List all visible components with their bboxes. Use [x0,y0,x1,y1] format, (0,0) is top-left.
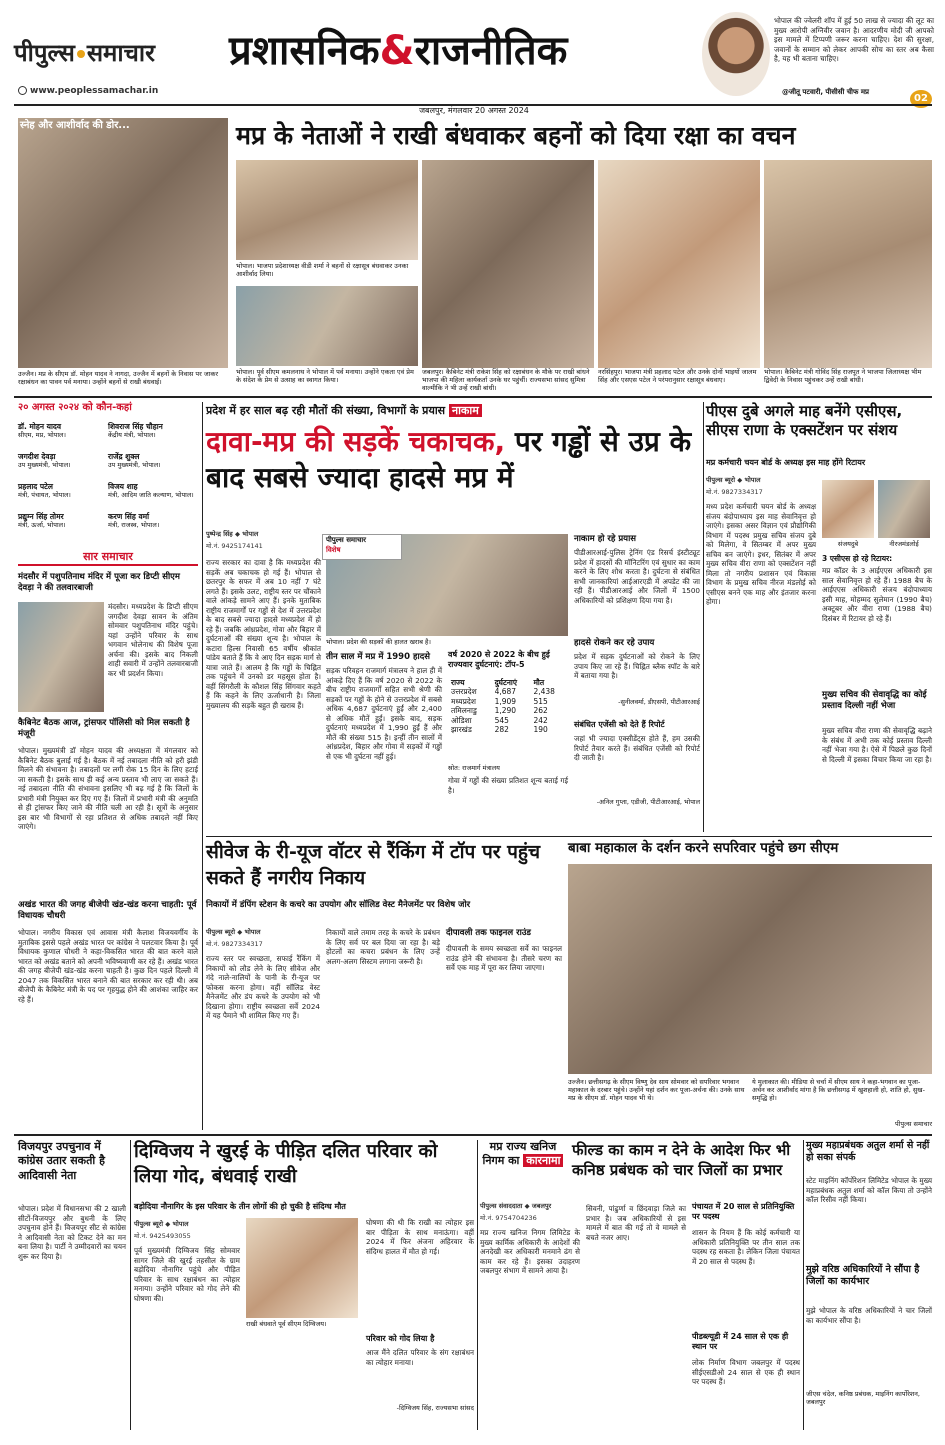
entry-detail: सीएम, मप्र, भोपाल। [18,431,66,440]
digvijay-sub2: परिवार को गोद लिया है [366,1334,435,1343]
roads-right-body2: प्रदेश में सड़क दुर्घटनाओं को रोकने के लिए उपाय किए जा रहे हैं। चिह्नित ब्लैक स्पॉट के बारे में बताया गया है। [574,652,700,680]
entry-8 [108,512,196,542]
digvijay-photo [246,1218,358,1318]
water-subhead: निकायों में डंपिंग स्टेशन के कचरे का उपयोग और सॉलिड वेस्ट मैनेजमेंट पर विशेष जोर [206,900,471,910]
khanij-sub-right2: पीडब्ल्यूडी में 24 साल से एक ही स्थान पर [692,1332,789,1351]
roads-right-body: पीडीआरआई-पुलिस ट्रेनिंग एंड रिसर्च इंस्टीट्यूट प्रदेश में हादसों की मॉनिटरिंग एवं सुधार का काम करने के लिए शोध करता है। दुर्घटना से संबंधित सभी जानकारियां आईआरएडी में अपडेट की जा रही हैं। पीडीआरआई और जिलों में 1500 अधिकारियों को प्रशिक्षण दिया गया है। [574,548,700,605]
rakhi-photo-3 [236,286,418,366]
digvijay-subhead: बड़ोदिया नौनागिर के इस परिवार के तीन लोगों की हो चुकी है संदिग्ध मौत [134,1202,346,1211]
mahaprabandhak-quote-author: जीएस चंदेल, कनिष्ठ प्रबंधक, माइनिंग कार्पोरेशन, जबलपुर [806,1390,920,1407]
dubey-byline: पीपुल्स ब्यूरो ◆ भोपाल [706,476,761,484]
digvijay-headline: दिग्विजय ने खुरई के पीड़ित दलित परिवार को लिया गोद, बंधवाई राखी [134,1141,438,1187]
entry-detail: उप मुख्यमंत्री, भोपाल। [18,461,71,470]
portrait-caption-1: संजयदुबे [837,540,859,548]
section-title-amp: & [379,28,415,74]
koun-kahan [18,402,196,544]
sar-item-1-photo [18,602,104,712]
mahaprabandhak-sub: मुझे वरिष्ठ अधिकारियों ने सौंपा है जिलों का कार्यभार [806,1264,920,1287]
quote-photo [702,12,770,96]
entry-6 [108,482,196,512]
divider-3 [14,1134,932,1136]
roads-kicker-text: प्रदेश में हर साल बढ़ रही मौतों की संख्या, विभागों के प्रयास [206,404,446,417]
section-title-b: राजनीतिक [414,28,568,74]
water-body3: दीपावली के समय स्वच्छता सर्वे का फाइनल राउंड होने की संभावना है। तीसरे चरण का सर्वे एक माह में पूरा कर लिया जाएगा। [446,944,562,972]
website-link[interactable]: www.peoplessamachar.in [30,86,159,96]
sar-item-3-body: भोपाल। नगरीय विकास एवं आवास मंत्री कैलाश विजयवर्गीय के मुताबिक इससे पहले अखंड भारत पर कांग्रेस ने पलटवार किया है। पूर्व विधायक कुणाल चौधरी ने कहा-विकसित भारत की बात करने वाले भारत को अखंड बताने को अपनी भविष्यवाणी कर रहे हैं। अखंड भारत की जगह बीजेपी खंड-खंड करना चाहती है। कुछ दिन पहले दिल्ली में 2047 तक विकसित भारत बनाने की बात सरकार कर रही थी। अब बीजेपी के कैबिनेट मंत्री के पद पर गृहयुद्ध होने की आशंका जाहिर कर रहे हैं। [18,928,199,1004]
digvijay-byline: पीपुल्स ब्यूरो ◆ भोपाल [134,1220,189,1228]
entry-name: राजेंद्र शुक्ल [108,452,140,461]
digvijay-body2: घोषणा की थी कि राखी का त्योहार इस बार पीड़िता के साथ मनाऊंगा। वहीं 2024 में फिर अंजना अहिरवार के संदिग्ध हालत में मौत हो गई। [366,1218,474,1256]
divider-2 [206,836,932,837]
rakhi-caption-3: भोपाल। पूर्व सीएम कमलनाथ ने भोपाल में पर्व मनाया। उन्होंने एकता एवं प्रेम के संदेश के प्रेम से उत्साह का स्वागत किया। [236,368,414,385]
mahaprabandhak-headline: मुख्य महाप्रबंधक अतुल शर्मा से नहीं हो सका संपर्क [806,1140,930,1163]
sar-item-2-head: कैबिनेट बैठक आज, ट्रांसफर पॉलिसी को मिल सकती है मंजूरी [18,718,190,739]
digvijay-quote: आज मैंने दलित परिवार के संग रक्षाबंधन का त्योहार मनाया। [366,1348,474,1367]
roads-right-head2: हादसे रोकने कर रहे उपाय [574,638,655,648]
table-row: ओडिशा 545 242 [451,715,548,725]
roads-photo-caption: भोपाल। प्रदेश की सड़कों की हालत खराब है। [326,638,431,646]
bijaypur-body: भोपाल। प्रदेश में विधानसभा की 2 खाली सीटों-विजयपुर और बुधनी के लिए उपचुनाव होने हैं। विजयपुर सीट से कांग्रेस ने आदिवासी नेता को टिकट देने का मन बना लिया है। पार्टी ने उम्मीदवारों का चयन शुरू कर दिया है। [18,1204,126,1261]
brand-left: पीपुल्स [14,39,75,67]
roads-stats-body: सड़क परिवहन राजमार्ग मंत्रालय ने हाल ही में आंकड़े दिए हैं कि वर्ष 2020 से 2022 के बीच राष्ट्रीय राजमार्गों सहित सभी श्रेणी की सड़कों पर गड्ढों के होने से उत्तरप्रदेश में सबसे अधिक 4,687 दुर्घटनाएं हुईं और 2,400 से अधिक मौतें हुईं। इसके बाद, सड़क दुर्घटनाएं मध्यप्रदेश में 1,990 हुईं हैं और मौतें की संख्या 515 है। इन्हीं तीन सालों में आंध्रप्रदेश, बिहार और गोवा में सड़कों में गड्ढों से एक भी दुर्घटना नहीं हुई। [326,666,442,761]
roads-stats-head: तीन साल में मप्र में 1990 हादसे [326,652,430,662]
khanij-body3: शासन के नियम हैं कि कोई कर्मचारी या अधिकारी प्रतिनियुक्ति पर तीन साल तक पदस्थ रह सकता है। लेकिन जिला पंचायत में 20 साल से पदस्थ हैं। [692,1228,800,1266]
entry-name: जगदीश देवड़ा [18,452,56,461]
entry-5 [18,482,106,512]
khanij-body: मप्र राज्य खनिज निगम लिमिटेड के मुख्य कार्मिक अधिकारी के आदेशों की अनदेखी कर अधिकारी मनमाने ढंग से काम कर रहे हैं। इसका उदाहरण जबलपुर संभाग में सामने आया है। [480,1228,580,1275]
entry-detail: केंद्रीय मंत्री, भोपाल। [108,431,156,440]
mahaprabandhak-body2: मुझे भोपाल के वरिष्ठ अधिकारियों ने चार जिलों का कार्यभार सौंपा है। [806,1306,932,1325]
dateline: जबलपुर, मंगलवार 20 अगस्त 2024 [374,106,574,117]
table-row: उत्तरप्रदेश 4,687 2,438 [451,687,555,697]
digvijay-quote-author: -दिग्विजय सिंह, राज्यसभा सांसद [396,1404,474,1412]
water-body2: निकायों वाले तमाम तरह के कचरे के प्रबंधन के लिए सर्व पर बल दिया जा रहा है। बड़े होटलों का कचरा प्रबंधन के लिए उन्हें अलग-अलग सिस्टम लगाना जरूरी है। [326,928,440,966]
baba-headline: बाबा महाकाल के दर्शन करने सपरिवार पहुंचे छग सीएम [568,840,839,856]
roads-quote-author-2: -अनिल गुप्ता, एडीजी, पीटीआरआई, भोपाल [596,798,700,806]
portrait-dubey [822,480,874,538]
roads-special-badge [322,534,402,560]
bijaypur-story [18,1140,126,1430]
khanij-body2: सिवनी, पांढुर्णा व छिंदवाड़ा जिले का प्रभार है। जब अधिकारियों से इस मामले में बात की गई तो वे मामले से बचते नजर आए। [586,1204,686,1242]
rakhi-caption-1: उज्जैन। मप्र के सीएम डॉ. मोहन यादव ने नागदा, उज्जैन में बहनों के निवास पर जाकर रक्षाबंधन का पावन पर्व मनाया। उन्होंने बहनों से राखी बंधवाई। [18,370,218,387]
roads-right-head3: संबंधित एजेंसी को देते हैं रिपोर्ट [574,720,665,729]
brand-mini: पीपुल्स समाचार [326,536,367,544]
water-byline: पीपुल्स ब्यूरो ◆ भोपाल [206,928,261,936]
entry-7 [18,512,106,542]
section-title [229,26,699,86]
table-row: झारखंड 282 190 [451,724,548,734]
table-row: तमिलनाडु 1,290 262 [451,706,548,716]
entry-name: प्रद्युम्न सिंह तोमर [18,512,64,521]
baba-credit: पीपुल्स समाचार [895,1120,932,1128]
roads-headline [206,424,700,524]
khanij-headline: फील्ड का काम न देने के आदेश फिर भी कनिष्ठ प्रबंधक को चार जिलों का प्रभार [572,1141,791,1180]
sar-item-3-head: अखंड भारत की जगह बीजेपी खंड-खंड करना चाहती: पूर्व विधायक चौधरी [18,900,197,921]
rakhi-caption-5: नरसिंहपुर। भाजपा मंत्री प्रहलाद पटेल और उनके दोनों भाइयों जालम सिंह और एसएस पटेल ने परंपरानुसार रक्षासूत्र बंधवाए। [598,368,757,385]
entry-detail: मंत्री, राजस्व, भोपाल। [108,521,160,530]
quote-author: @जीतू पटवारी, पीसीसी चीफ मप्र [782,88,869,96]
roads-mobile: मो.नं. 9425174141 [206,542,263,550]
water-body: राज्य स्तर पर स्वच्छता, सफाई रैंकिंग में निकायों को लौड लेने के लिए सीवेज और गंदे नाले-नालियों के पानी के री-यूज पर फोकस करना होगा। वहीं सॉलिड वेस्ट मैनेजमेंट और डंप कचरे के उपयोग को भी दिखाना होगा। राष्ट्रीय स्वच्छता सर्वे 2024 में यह पैमाने भी शामिल किए गए हैं। [206,954,320,1020]
koun-kahan-list [18,422,196,544]
dubey-note-head: 3 एसीएस हो रहे रिटायर: [822,554,893,563]
rakhi-section [14,118,932,393]
website-row[interactable] [18,86,228,100]
table-header: राज्य दुर्घटनाएं मौत [451,678,545,687]
sar-item-2-body: भोपाल। मुख्यमंत्री डॉ मोहन यादव की अध्यक्षता में मंगलवार को कैबिनेट बैठक बुलाई गई है। बैठक में नई तबादला नीति को हरी झंडी मिलने की संभावना है। तबादलों पर लगी रोक 15 दिन के लिए हटाई जा सकती है। इसके साथ ही कई अन्य प्रस्ताव भी लाए जा सकते हैं। नई तबादला नीति की संभावना इसलिए भी बढ़ गई है कि जिलों के प्रभारी मंत्री नियुक्त कर दिए गए हैं। जिलों में प्रभारी मंत्री की अनुमति से ही ट्रांसफर किए जाने की नीति चली आ रही है। सूत्रों के अनुसार इस बार भी विभागों से रहा प्रतिशत से अधिक तबादले नहीं किए जाएंगे। [18,746,198,831]
roads-headline-red: दावा-मप्र की सड़कें चकाचक, [206,425,506,458]
rakhi-photo-4 [422,160,594,368]
entry-detail: मंत्री, पंचायत, भोपाल। [18,491,71,500]
masthead [14,12,932,112]
entry-detail: मंत्री, आदिम जाति कल्याण, भोपाल। [108,491,194,500]
brand-right: समाचार [86,39,155,67]
digvijay-story [134,1140,474,1430]
entry-name: शिवराज सिंह चौहान [108,422,163,431]
baba-caption-2: ये मुलाकात की। मीडिया से चर्चा में सीएम साय ने कहा-भगवान का पूजा-अर्चन कर आशीर्वाद मांगा है कि छत्तीसगढ़ में खुशहाली हो, शांति हो, सुख-समृद्धि हो। [752,1078,925,1103]
portrait-caption-2: नीरजमंडलोई [889,540,919,548]
roads-body: राज्य सरकार का दावा है कि मध्यप्रदेश की सड़कें अब चकाचक हो गई हैं। भोपाल से छतरपुर के सफर में अब 10 नहीं 7 घंटे लगते हैं। इसके उलट, राष्ट्रीय स्तर पर चौंकाने वाले आंकड़े सामने आए हैं। इनके मुताबिक राष्ट्रीय राजमार्गों पर गड्ढों से देश में उत्तरप्रदेश के बाद सबसे ज्यादा हादसे मध्यप्रदेश में हो रहे हैं। जबकि आंध्रप्रदेश, गोवा और बिहार में दुर्घटनाओं की संख्या शून्य है। भोपाल के कटारा हिल्स निवासी 65 वर्षीय श्रीकांत पांडेय बताते हैं कि वे आए दिन सड़क मार्ग से यात्रा जाते हैं। आलम है कि गड्ढों के चिह्नित तक पहुंचने में उनको डर महसूस होता है। वहीं सिंगरौली के कौशल सिंह सिंगवार कहते हैं कि कहने के लिए ऊर्जाधानी है। जिला मुख्यालय की सड़कें बहुत ही खराब हैं। [206,558,321,710]
digvijay-mobile: मो.नं. 9425493055 [134,1232,191,1240]
roads-table-title: वर्ष 2020 से 2022 के बीच हुई राज्यवार दुर्घटनाएं: टॉप-5 [448,650,550,669]
entry-name: डॉ. मोहन यादव [18,422,62,431]
page-number: 02 [910,90,932,108]
water-sub-final: दीपावली तक फाइनल राउंड [446,928,531,938]
khanij-mobile: मो.नं. 9754704236 [480,1214,537,1222]
sar-samachar [18,550,198,1128]
khanij-body4: लोक निर्माण विभाग जबलपुर में पदस्थ सीईएसडीओ 24 साल से एक ही स्थान पर पदस्थ हैं। [692,1358,800,1386]
digvijay-body: पूर्व मुख्यमंत्री दिग्विजय सिंह सोमवार सागर जिले की खुरई तहसील के ग्राम बड़ोदिया नौनागिर पहुंचे और पीड़ित परिवार के साथ रक्षाबंधन का त्योहार मनाया। उन्होंने परिवार को गोद लेने की घोषणा की। [134,1246,240,1303]
dubey-mobile: मो.नं. 9827334317 [706,488,763,496]
dubey-body: मध्य प्रदेश कर्मचारी चयन बोर्ड के अध्यक्ष संजय बंदोपाध्याय इस माह सेवानिवृत्त हो जाएंगे। इसका असर विज्ञान एवं प्रौद्योगिकी विभाग में पदस्थ प्रमुख सचिव संजय दुबे को मिलेगा, वे सितम्बर में अपर मुख्य सचिव बन जाएंगे। इधर, सितंबर में अपर मुख्य सचिव वीरा राणा को एक्सटेंशन नहीं मिला तो नगरीय प्रशासन एवं विकास विभाग के प्रमुख सचिव नीरज मंडलोई को एसीएस बनने एक माह और इंतजार करना होगा। [706,502,816,606]
rakhi-caption-4: जबलपुर। कैबिनेट मंत्री राकेश सिंह को रक्षाबंधन के मौके पर राखी बांधने भाजपा की महिला कार्यकर्ता उनके घर पहुंचीं। राज्यसभा सांसद सुमित्रा वाल्मीकि ने भी उन्हें राखी बांधी। [422,368,590,393]
divider-1 [14,396,932,398]
sar-item-1-head: मंदसौर में पशुपतिनाथ मंदिर में पूजा कर डिप्टी सीएम देवड़ा ने की तलवारबाजी [18,572,180,593]
baba-caption: उज्जैन। छत्तीसगढ़ के सीएम विष्णु देव साय सोमवार को सपरिवार भगवान महाकाल के दरबार पहुंचे। उन्होंने यहां दर्शन कर पूजा-अर्चना की। उनके साथ मप्र के सीएम डॉ. मोहन यादव भी थे। [568,1078,745,1103]
water-mobile: मो.नं. 9827334317 [206,940,263,948]
col-rule-4 [477,1140,478,1430]
roads-kicker-tag: नाकाम [449,404,482,417]
special-label: विशेष [326,545,341,554]
baba-photo [568,864,932,1074]
globe-icon [18,86,27,95]
section-title-a: प्रशासनिक [229,28,380,74]
baba-story [568,840,932,1130]
entry-1 [18,422,106,452]
rakhi-photo-2 [236,160,418,260]
entry-name: प्रहलाद पटेल [18,482,53,491]
col-rule-5 [803,1140,804,1430]
roads-right-head: नाकाम हो रहे प्रयास [574,534,637,544]
entry-2 [108,422,196,452]
rakhi-photo-6 [764,160,932,368]
roads-quote-author-1: -सुनीलवर्मा, डीएसपी, पीटीआरआई [618,698,700,706]
mahaprabandhak-story [806,1140,932,1430]
roads-byline: पुष्पेन्द्र सिंह ◆ भोपाल [206,530,259,538]
quote-text: भोपाल की ज्वेलरी शॉप में हुई 50 लाख से ज्यादा की लूट का मुख्य आरोपी अग्निवीर जवान है। आदरणीय मोदी जी आपको इस मामले में टिप्पणी जरूर करना चाहिए। देश की सुरक्षा, जवानों के सम्मान को लेकर आपकी सोच का स्तर अब कैसा है, यह भी बताना चाहिए। [774,16,934,63]
entry-detail: मंत्री, ऊर्जा, भोपाल। [18,521,66,530]
portrait-mandloi [878,480,930,538]
brand-dot-icon [77,50,85,58]
col-rule-1 [202,402,203,1130]
dubey-story [706,402,932,832]
dubey-headline: पीएस दुबे अगले माह बनेंगे एसीएस, सीएस राणा के एक्सटेंशन पर संशय [706,402,903,439]
rakhi-photo-5 [598,160,760,368]
water-story [206,840,562,1130]
col-rule-2 [703,402,704,832]
rakhi-kicker: स्नेह और आशीर्वाद की डोर... [20,120,130,131]
brand-logo [14,38,224,78]
khanij-story [480,1140,800,1430]
dubey-note-body: मप्र कॉडर के 3 आईएएस अधिकारी इस साल सेवानिवृत्त हो रहे हैं। 1988 बैच के आईएएस अधिकारी संजय बंदोपाध्याय इसी माह, मोहम्मद सुलेमान (1990 बैच) अक्टूबर और वीरा राणा (1988 बैच) दिसंबर में रिटायर हो रहे हैं। [822,566,932,623]
water-headline: सीवेज के री-यूज वॉटर से रैंकिंग में टॉप पर पहुंच सकते हैं नगरीय निकाय [206,841,541,889]
dubey-body2: मुख्य सचिव वीरा राणा की सेवावृद्धि बढ़ाने के संबंध में अभी तक कोई प्रस्ताव दिल्ली नहीं भेजा गया है। ऐसे में पिछले कुछ दिनों से दिल्ली में इसका विचार किया जा रहा है। [822,726,932,764]
entry-detail: उप मुख्यमंत्री, भोपाल। [108,461,161,470]
mahaprabandhak-body: स्टेट माइनिंग कॉर्पोरेशन लिमिटेड भोपाल के मुख्य महाप्रबंधक अतुल शर्मा को कॉल किया तो उन्होंने कॉल रिसीव नहीं किया। [806,1176,932,1204]
khanij-kicker [480,1140,566,1194]
entry-name: करण सिंह वर्मा [108,512,150,521]
rakhi-caption-6: भोपाल। कैबिनेट मंत्री गोविंद सिंह राजपूत ने भाजपा जिलाध्यक्ष भीम द्विवेदी के निवास पहुंचकर उन्हें राखी बांधी। [764,368,922,385]
sar-item-1-body: मंदसौर। मध्यप्रदेश के डिप्टी सीएम जगदीश देवड़ा सावन के अंतिम सोमवार पशुपतिनाथ मंदिर पहुंचे। यहां उन्होंने परिवार के साथ भगवान भोलेनाथ की विशेष पूजा अर्चना की। इसके बाद निकली शाही सवारी में उन्होंने तलवारबाजी कर भी प्रदर्शन किया। [108,602,198,678]
roads-goa-note: गोवा में गड्ढों की संख्या प्रतिशत शून्य बताई गई है। [448,776,568,795]
khanij-kicker-text: मप्र राज्य खनिज निगम का [482,1140,557,1167]
roads-kicker [206,404,700,420]
roads-right-body3: जहां भी ज्यादा एक्सीडेंट्स होते हैं, हम उसकी रिपोर्ट तैयार करते हैं। संबंधित एजेंसी को रिपोर्ट दी जाती है। [574,734,700,762]
koun-kahan-title: २० अगस्त २०२४ को कौन-कहां [18,402,132,413]
entry-4 [108,452,196,482]
dubey-sub2: मुख्य सचिव की सेवावृद्धि का कोई प्रस्ताव दिल्ली नहीं भेजा [822,690,927,711]
dateline-bar [14,104,932,116]
entry-name: विजय शाह [108,482,138,491]
rakhi-main-photo [18,118,228,368]
table-row: मध्यप्रदेश 1,909 515 [451,696,548,706]
roads-headline-black: पर गड्ढों से उप्र के बाद सबसे ज्यादा हादसे मप्र में [206,425,692,495]
dubey-subhead: मप्र कर्मचारी चयन बोर्ड के अध्यक्ष इस माह होंगे रिटायर [706,458,866,467]
rakhi-headline: मप्र के नेताओं ने राखी बंधवाकर बहनों को दिया रक्षा का वचन [236,121,796,150]
sar-title: सार समाचार [18,550,198,566]
khanij-byline: पीपुल्स संवाददाता ◆ जबलपुर [480,1202,552,1210]
roads-table-source: स्रोत: राजमार्ग मंत्रालय [448,764,500,772]
khanij-kicker-tag: कारनामा [523,1154,563,1167]
col-rule-3 [130,1140,131,1430]
khanij-sub-right: पंचायत में 20 साल से प्रतिनियुक्ति पर पदस्थ [692,1202,795,1221]
digvijay-photo-caption: राखी बंधवाते पूर्व सीएम दिग्विजय। [246,1320,327,1328]
rakhi-caption-2: भोपाल। भाजपा प्रदेशाध्यक्ष वीडी शर्मा ने बहनों से रक्षासूत्र बंधवाकर उनका आशीर्वाद लिया। [236,262,409,279]
entry-3 [18,452,106,482]
bijaypur-headline: विजयपुर उपचुनाव में कांग्रेस उतार सकती है आदिवासी नेता [18,1140,105,1182]
roads-story [206,402,700,834]
roads-stats-table [448,678,568,734]
